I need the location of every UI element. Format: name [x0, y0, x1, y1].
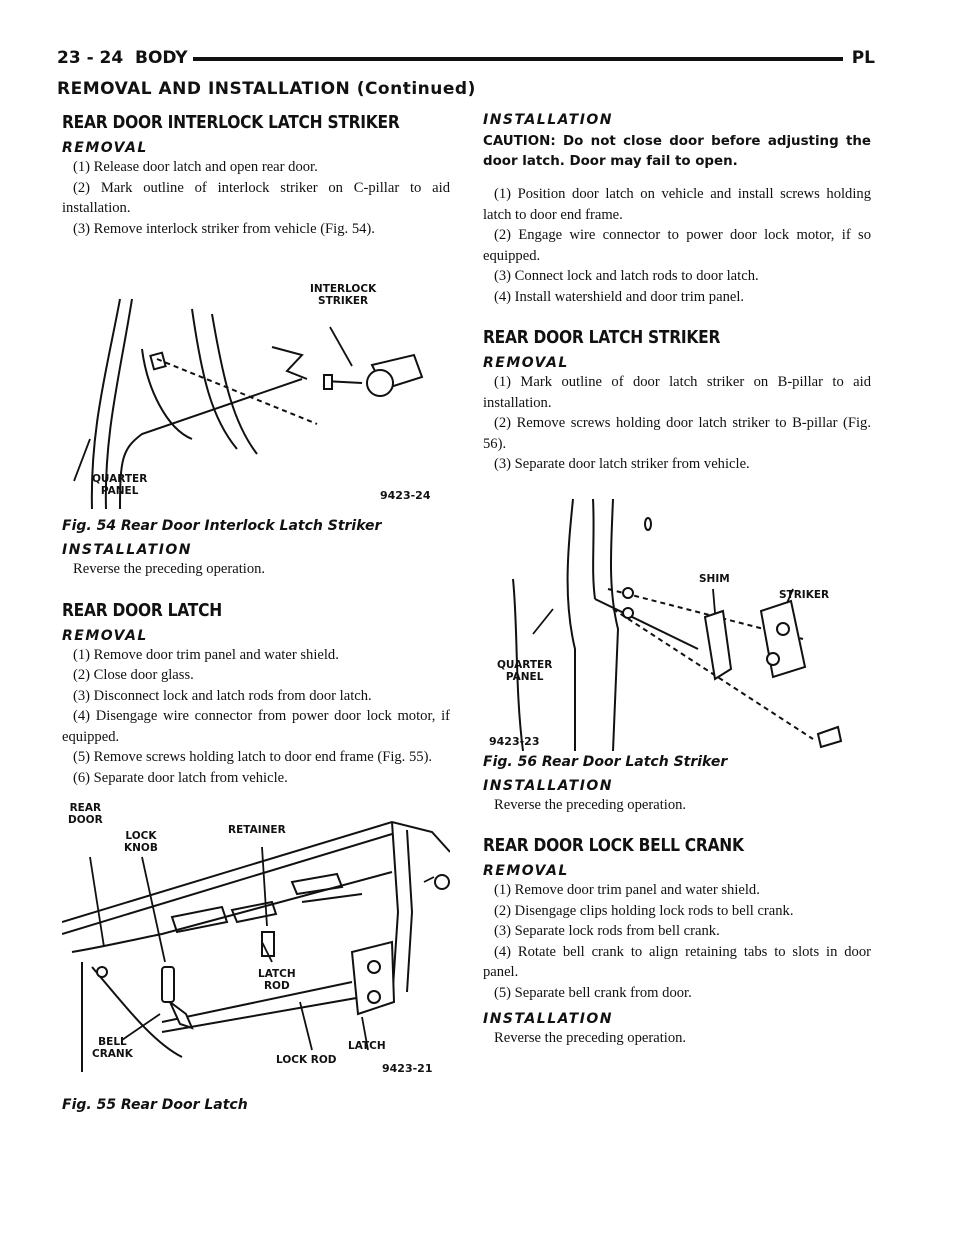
- figure-54: [62, 259, 450, 515]
- installation-text: Reverse the preceding operation.: [494, 796, 687, 813]
- step: (1) Release door latch and open rear door.: [73, 159, 318, 175]
- installation-text: Reverse the preceding operation.: [73, 561, 266, 577]
- label-interlock-striker: INTERLOCK STRIKER: [310, 283, 377, 307]
- step: (6) Separate door latch from vehicle.: [73, 769, 288, 786]
- figure-number: 9423-23: [489, 734, 540, 748]
- step: (1) Remove door trim panel and water shield.: [73, 646, 339, 663]
- label-bell-crank: BELL CRANK: [92, 1036, 133, 1060]
- figure-number: 9423-21: [382, 1062, 433, 1075]
- step: (3) Connect lock and latch rods to door latch.: [494, 268, 759, 284]
- removal-heading: REMOVAL: [483, 355, 569, 371]
- removal-heading: REMOVAL: [62, 627, 148, 644]
- label-lock-knob: LOCK KNOB: [124, 830, 158, 854]
- figure-55: [62, 802, 450, 1094]
- step: (3) Remove interlock striker from vehicle (Fig. 54).: [73, 220, 375, 237]
- label-rear-door: REAR DOOR: [68, 802, 103, 826]
- step: (2) Mark outline of interlock striker on C-pillar to aid installation.: [62, 179, 450, 216]
- model-code: PL: [851, 48, 875, 68]
- label-latch: LATCH: [348, 1040, 386, 1052]
- right-column: [483, 112, 871, 1049]
- step: (5) Remove screws holding latch to door end frame (Fig. 55).: [73, 749, 433, 765]
- figure-56: [483, 489, 871, 751]
- label-striker: STRIKER: [779, 588, 830, 601]
- step: (2) Remove screws holding door latch striker to B-pillar (Fig. 56).: [483, 415, 871, 452]
- step: (2) Engage wire connector to power door lock motor, if so equipped.: [483, 227, 871, 264]
- step: (2) Close door glass.: [73, 667, 194, 683]
- latch-striker-illustration: [483, 489, 871, 751]
- figure-56-caption: Fig. 56 Rear Door Latch Striker: [483, 753, 728, 770]
- step: (4) Install watershield and door trim panel.: [494, 288, 745, 305]
- step: (3) Disconnect lock and latch rods from door latch.: [73, 687, 372, 704]
- section-title-rear-door-latch: REAR DOOR LATCH: [62, 599, 222, 621]
- installation-heading: INSTALLATION: [62, 542, 193, 558]
- section-name: BODY: [135, 48, 188, 68]
- figure-54-caption: Fig. 54 Rear Door Interlock Latch Striker: [62, 518, 382, 534]
- step: (4) Rotate bell crank to align retaining tabs to slots in door panel.: [483, 943, 871, 980]
- page-number: 23 - 24: [57, 48, 124, 68]
- step: (5) Separate bell crank from door.: [494, 984, 692, 1001]
- step: (2) Disengage clips holding lock rods to bell crank.: [494, 902, 794, 919]
- label-lock-rod: LOCK ROD: [276, 1054, 337, 1066]
- label-shim: SHIM: [699, 572, 730, 585]
- removal-heading: REMOVAL: [62, 140, 148, 156]
- step: (1) Mark outline of door latch striker on B-pillar to aid installation.: [483, 374, 871, 411]
- step: (3) Separate lock rods from bell crank.: [494, 923, 720, 939]
- page-header: [57, 48, 875, 74]
- step: (3) Separate door latch striker from vehicle.: [494, 456, 750, 472]
- installation-heading: INSTALLATION: [483, 1011, 614, 1027]
- label-retainer: RETAINER: [228, 824, 286, 836]
- installation-heading: INSTALLATION: [483, 112, 614, 128]
- installation-text: Reverse the preceding operation.: [494, 1030, 687, 1046]
- figure-55-caption: Fig. 55 Rear Door Latch: [62, 1097, 248, 1113]
- installation-heading: INSTALLATION: [483, 777, 614, 794]
- label-latch-rod: LATCH ROD: [258, 968, 296, 992]
- figure-number: 9423-24: [380, 489, 431, 502]
- step: (4) Disengage wire connector from power door lock motor, if equipped.: [62, 708, 450, 745]
- step: (1) Remove door trim panel and water shield.: [494, 882, 760, 898]
- section-title-interlock-striker: REAR DOOR INTERLOCK LATCH STRIKER: [62, 112, 400, 133]
- caution-note: CAUTION: Do not close door before adjusting the door latch. Door may fail to open.: [483, 134, 871, 169]
- removal-heading: REMOVAL: [483, 863, 569, 879]
- label-quarter-panel: QUARTER PANEL: [92, 473, 148, 497]
- label-quarter-panel: QUARTER PANEL: [497, 658, 553, 683]
- step: (1) Position door latch on vehicle and install screws holding latch to door end frame.: [483, 186, 871, 223]
- left-column: [62, 112, 450, 1113]
- section-title-latch-striker: REAR DOOR LATCH STRIKER: [483, 327, 721, 348]
- section-title-bell-crank: REAR DOOR LOCK BELL CRANK: [483, 835, 744, 856]
- continued-title: REMOVAL AND INSTALLATION (Continued): [57, 79, 476, 99]
- header-rule: [193, 57, 843, 61]
